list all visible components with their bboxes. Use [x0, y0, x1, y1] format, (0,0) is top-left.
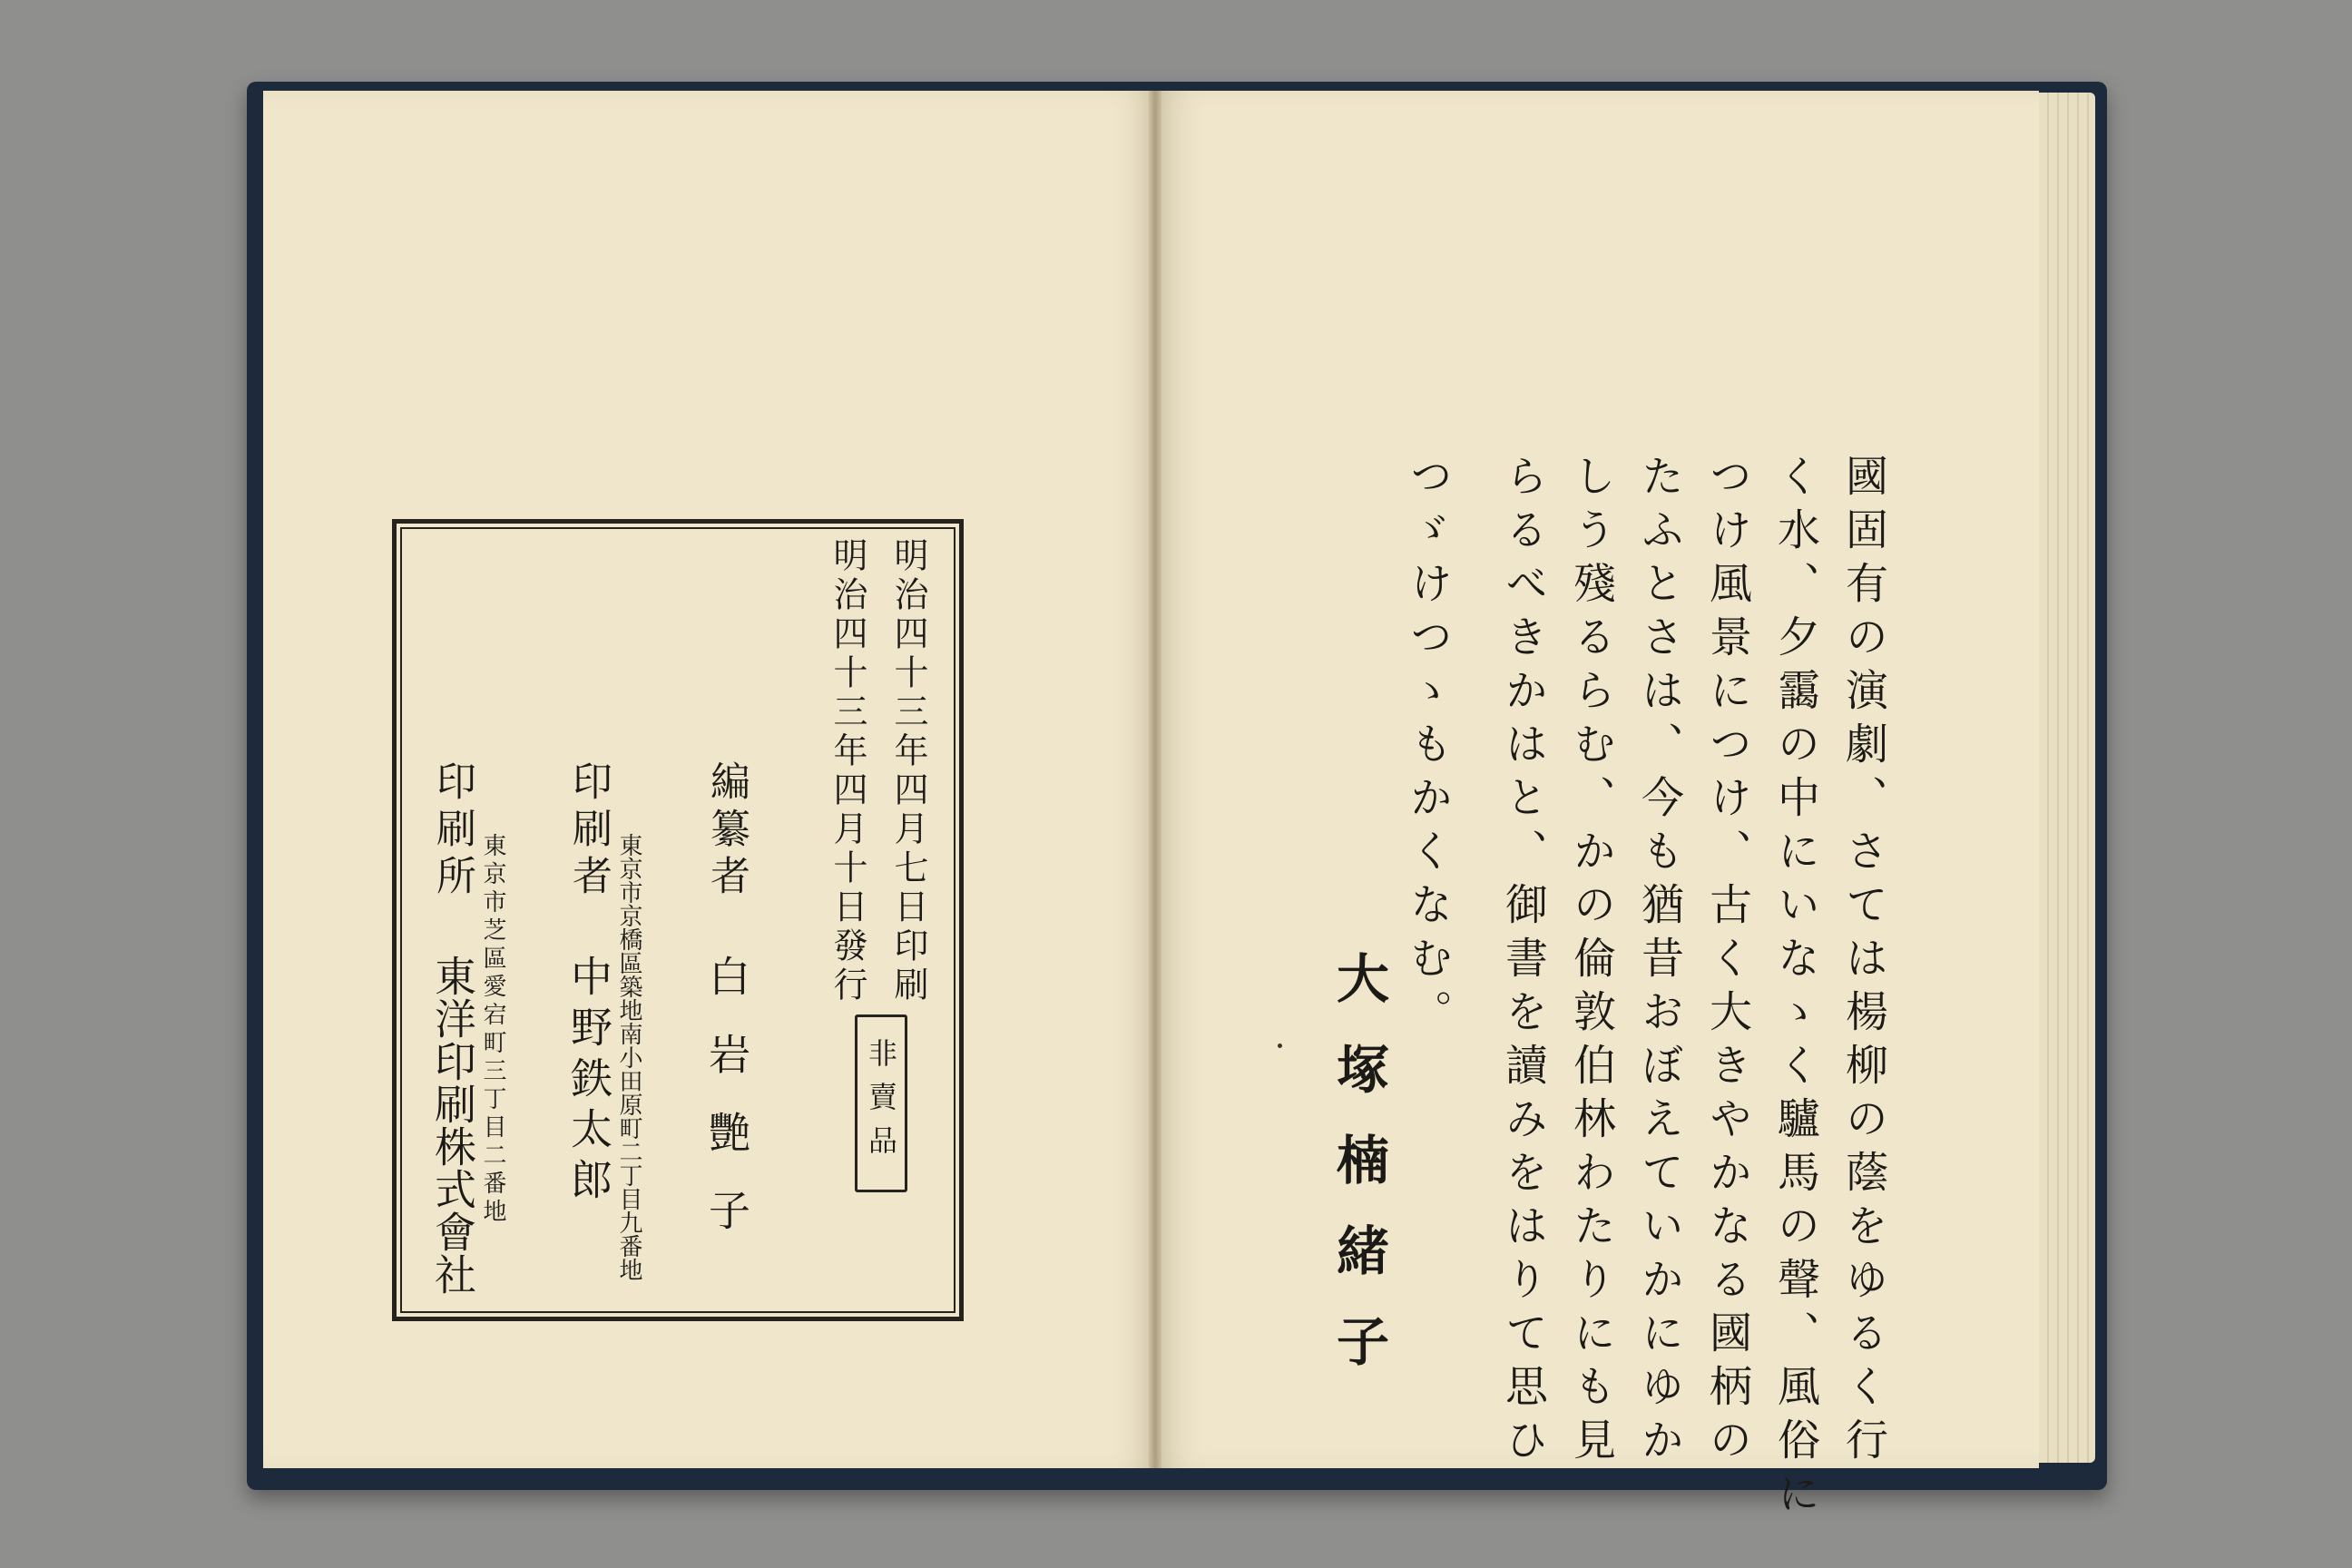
print-date: 明治四十三年四月七日印刷 — [888, 537, 928, 1005]
printer-name: 中野鉄太郎 — [564, 955, 613, 1209]
print-office-label: 印刷所 — [429, 760, 475, 902]
editor-label: 編纂者 — [703, 760, 750, 902]
page-edges — [2039, 93, 2095, 1463]
printer-address: 東京市京橋區築地南小田原町二丁目九番地 — [615, 833, 642, 1281]
poem-line-1: 國固有の演劇、さては楊柳の蔭をゆるく行 — [1838, 454, 1888, 1471]
printer-label: 印刷者 — [565, 760, 612, 902]
print-office-name: 東洋印刷株式會社 — [428, 955, 477, 1296]
publish-date: 明治四十三年四月十日發行 — [828, 537, 867, 1005]
poem-line-7: つゞけつゝもかくなむ。 — [1403, 454, 1453, 1043]
poem-line-3: つけ風景につけ、古く大きやかなる國柄の — [1702, 454, 1752, 1471]
editor-name: 白岩艷子 — [702, 955, 751, 1267]
poem-line-2: く水、夕靄の中にいなゝく驢馬の聲、風俗に — [1770, 454, 1820, 1524]
poem-line-5: しう殘るらむ、かの倫敦伯林わたりにも見 — [1566, 454, 1616, 1471]
not-for-sale-stamp — [855, 1014, 907, 1192]
not-for-sale-label: 非賣品 — [864, 1038, 898, 1169]
print-office-address: 東京市芝區愛宕町三丁目二番地 — [479, 833, 506, 1227]
poem-line-6: らるべきかはと、御書を讀みをはりて思ひ — [1498, 454, 1548, 1471]
book-spine — [1149, 91, 1161, 1468]
ink-dot — [1278, 1044, 1282, 1048]
poem-line-4: たふとさは、今も猶昔おぼえていかにゆか — [1634, 454, 1684, 1471]
poem-author: 大塚楠緒子 — [1328, 951, 1389, 1405]
colophon-frame — [392, 519, 964, 1321]
